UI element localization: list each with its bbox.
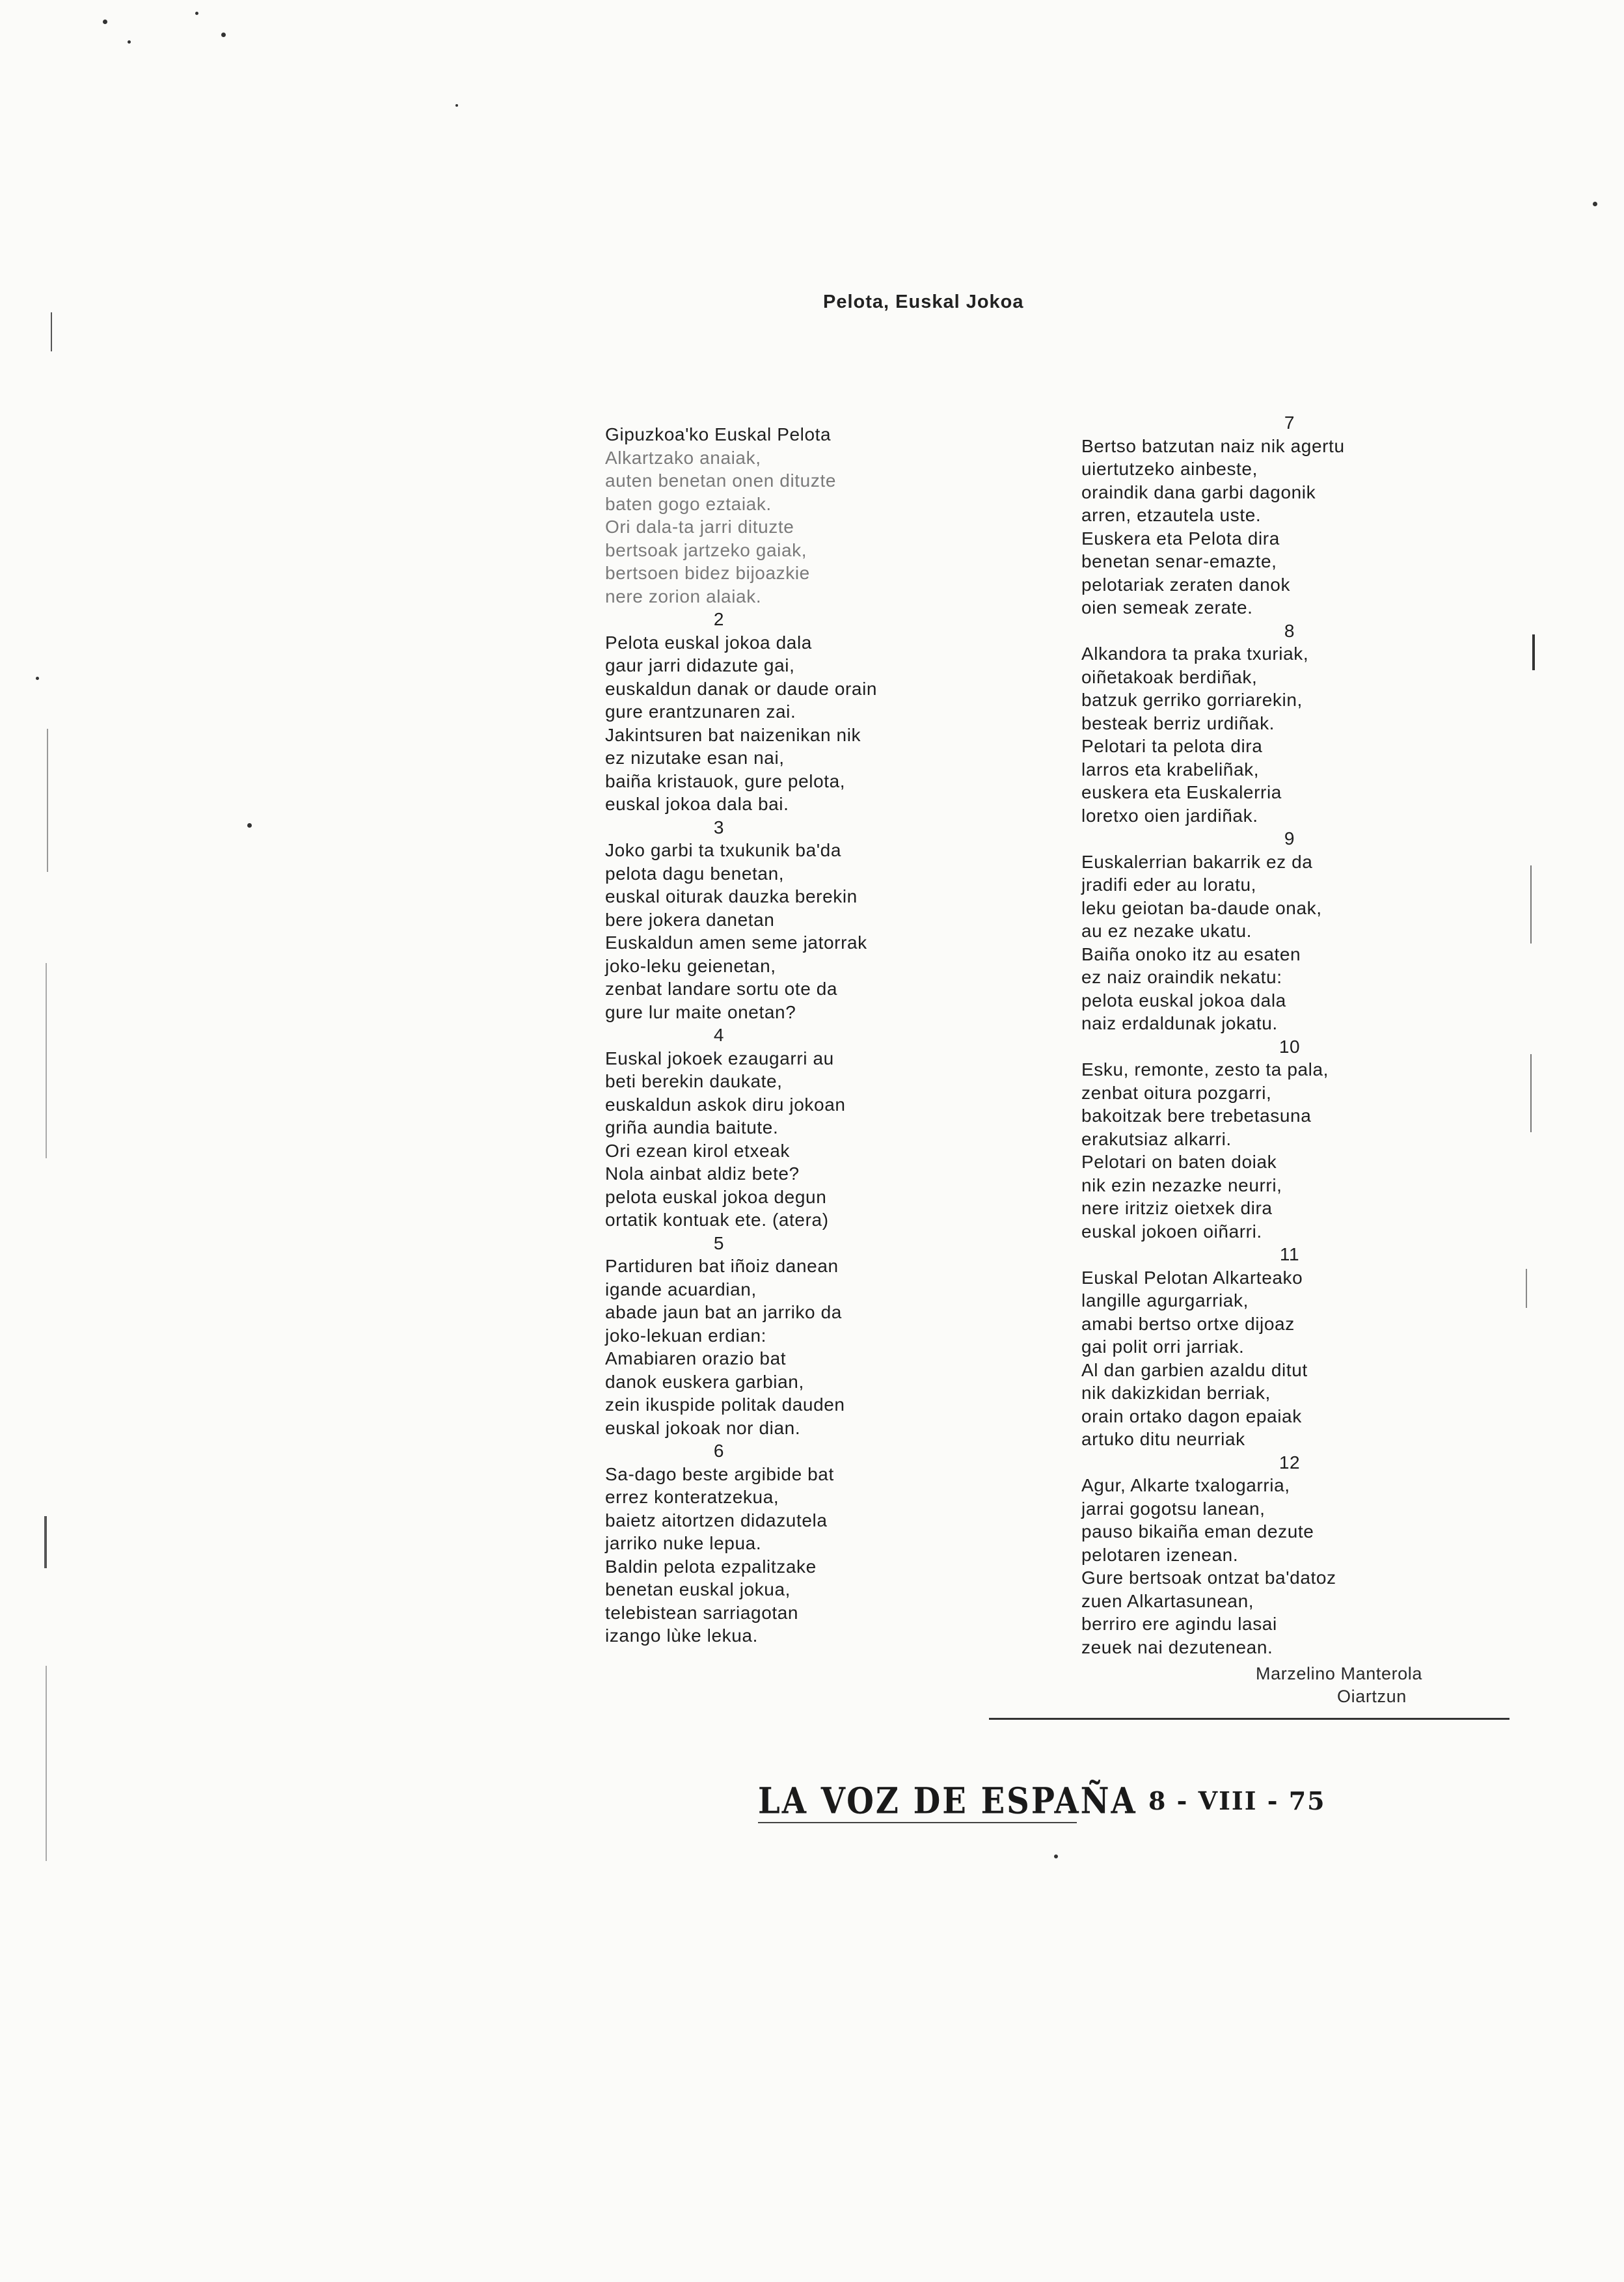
verse-line: izango lùke lekua.	[605, 1625, 758, 1646]
verse-line: joko-leku geienetan,	[605, 955, 776, 976]
verse-line: Sa-dago beste argibide bat	[605, 1463, 834, 1484]
verse-line: jarriko nuke lepua.	[605, 1533, 762, 1553]
verse-line: euskaldun askok diru jokoan	[605, 1094, 846, 1115]
margin-mark	[46, 963, 47, 1158]
scan-speck	[128, 40, 131, 44]
author-town: Oiartzun	[1337, 1687, 1407, 1706]
verse-line: pelota dagu benetan,	[605, 863, 785, 884]
verse-line: berriro ere agindu lasai	[1081, 1614, 1277, 1634]
verse-line: telebistean sarriagotan	[605, 1602, 799, 1623]
margin-mark	[1532, 634, 1535, 670]
verse-line: Baldin pelota ezpalitzake	[605, 1556, 817, 1577]
author-name: Marzelino Manterola	[1256, 1664, 1423, 1683]
stanza-number: 12	[1279, 1452, 1301, 1473]
margin-mark	[44, 1516, 47, 1568]
verse-line: larros eta krabeliñak,	[1081, 759, 1260, 780]
verse-line: baietz aitortzen didazutela	[605, 1510, 828, 1530]
verse-line: Pelotari ta pelota dira	[1081, 736, 1263, 756]
margin-mark	[1526, 1269, 1527, 1308]
verse-line: Al dan garbien azaldu ditut	[1081, 1359, 1308, 1380]
verse-line: euskal oiturak dauzka berekin	[605, 886, 858, 906]
verse-line: pauso bikaiña eman dezute	[1081, 1521, 1314, 1542]
stanza-number: 9	[1284, 828, 1295, 849]
verse-line: oien semeak zerate.	[1081, 597, 1253, 618]
verse-line: Joko garbi ta txukunik ba'da	[605, 840, 842, 860]
verse-line: nik dakizkidan berriak,	[1081, 1383, 1271, 1403]
verse-line: ez nizutake esan nai,	[605, 748, 785, 768]
verse-line: ez naiz oraindik nekatu:	[1081, 967, 1282, 987]
stanza-number: 10	[1279, 1036, 1301, 1057]
stanza-number: 8	[1284, 620, 1295, 641]
verse-line: euskal jokoa dala bai.	[605, 794, 789, 814]
verse-line: zuen Alkartasunean,	[1081, 1590, 1254, 1611]
verse-line: joko-lekuan erdian:	[605, 1325, 766, 1346]
stanza-number: 7	[1284, 413, 1295, 433]
left-verse-column	[605, 423, 969, 1648]
publication-date: 8 - VIII - 75	[1148, 1786, 1326, 1815]
stanza-number: 5	[713, 1232, 725, 1253]
verse-line: zenbat oitura pozgarri,	[1081, 1082, 1272, 1103]
stanza-number: 4	[713, 1025, 725, 1045]
verse-line: oraindik dana garbi dagonik	[1081, 482, 1316, 502]
verse-line: batzuk gerriko gorriarekin,	[1081, 690, 1303, 710]
scan-speck	[103, 20, 107, 24]
masthead-underline	[758, 1822, 1077, 1823]
margin-mark	[47, 729, 48, 872]
stanza-number: 6	[713, 1441, 725, 1461]
verse-line: oiñetakoak berdiñak,	[1081, 666, 1258, 687]
verse-line: Partiduren bat iñoiz danean	[605, 1256, 839, 1276]
verse-line: pelotaren izenean.	[1081, 1544, 1239, 1565]
stanza	[1081, 827, 1485, 1035]
verse-line: Jakintsuren bat naizenikan nik	[605, 724, 861, 745]
stanza-number: 3	[713, 817, 725, 837]
margin-mark	[46, 1666, 47, 1861]
verse-line: Agur, Alkarte txalogarria,	[1081, 1475, 1290, 1495]
signature-block	[1256, 1663, 1422, 1708]
margin-mark	[51, 312, 52, 351]
verse-line: benetan euskal jokua,	[605, 1579, 791, 1599]
verse-line: pelotariak zeraten danok	[1081, 574, 1291, 595]
verse-line: baten gogo eztaiak.	[605, 493, 772, 514]
verse-line: naiz erdaldunak jokatu.	[1081, 1013, 1278, 1033]
verse-line: abade jaun bat an jarriko da	[605, 1302, 842, 1322]
newspaper-masthead: LA VOZ DE ESPAÑA	[758, 1780, 1137, 1823]
verse-line: beti berekin daukate,	[605, 1071, 783, 1091]
verse-line: benetan senar-emazte,	[1081, 551, 1277, 571]
stanza	[605, 1232, 969, 1440]
verse-line: nere iritziz oietxek dira	[1081, 1198, 1273, 1218]
stanza	[1081, 411, 1485, 619]
verse-line: jradifi eder au loratu,	[1081, 875, 1257, 895]
verse-line: uiertutzeko ainbeste,	[1081, 459, 1258, 479]
stanza	[605, 816, 969, 1024]
verse-line: Alkartzako anaiak,	[605, 447, 761, 468]
verse-line: zein ikuspide politak dauden	[605, 1394, 845, 1415]
verse-line: artuko ditu neurriak	[1081, 1429, 1245, 1449]
article-title: Pelota, Euskal Jokoa	[823, 292, 1024, 312]
verse-line: Alkandora ta praka txuriak,	[1081, 644, 1309, 664]
stanza	[1081, 1243, 1485, 1451]
verse-line: Baiña onoko itz au esaten	[1081, 944, 1301, 964]
scan-speck	[1054, 1854, 1058, 1858]
verse-line: bakoitzak bere trebetasuna	[1081, 1106, 1312, 1126]
verse-line: euskal jokoen oiñarri.	[1081, 1221, 1262, 1242]
verse-line: Bertso batzutan naiz nik agertu	[1081, 435, 1345, 456]
verse-line: Pelota euskal jokoa dala	[605, 632, 812, 653]
verse-line: zenbat landare sortu ote da	[605, 979, 838, 999]
verse-line: Ori ezean kirol etxeak	[605, 1140, 790, 1161]
verse-line: ortatik kontuak ete. (atera)	[605, 1210, 829, 1230]
verse-line: Esku, remonte, zesto ta pala,	[1081, 1059, 1329, 1080]
verse-line: arren, etzautela uste.	[1081, 505, 1262, 525]
scan-speck	[455, 104, 458, 107]
stanza	[1081, 1451, 1485, 1659]
stanza	[605, 423, 969, 608]
verse-line: pelota euskal jokoa dala	[1081, 990, 1286, 1011]
verse-line: zeuek nai dezutenean.	[1081, 1637, 1273, 1657]
scan-speck	[36, 677, 39, 680]
verse-line: Gipuzkoa'ko Euskal Pelota	[605, 424, 832, 444]
verse-line: jarrai gogotsu lanean,	[1081, 1498, 1265, 1519]
verse-line: Euskera eta Pelota dira	[1081, 528, 1280, 549]
stanza	[605, 1024, 969, 1232]
verse-line: Amabiaren orazio bat	[605, 1348, 787, 1368]
verse-line: amabi bertso ortxe dijoaz	[1081, 1313, 1295, 1334]
verse-line: orain ortako dagon epaiak	[1081, 1406, 1302, 1426]
stanza-number: 2	[713, 609, 725, 629]
scan-speck	[1593, 202, 1597, 206]
verse-line: gure lur maite onetan?	[605, 1001, 796, 1022]
verse-line: danok euskera garbian,	[605, 1371, 804, 1392]
verse-line: Euskalerrian bakarrik ez da	[1081, 851, 1313, 872]
verse-line: errez konteratzekua,	[605, 1487, 779, 1507]
verse-line: Gure bertsoak ontzat ba'datoz	[1081, 1568, 1336, 1588]
verse-line: pelota euskal jokoa degun	[605, 1186, 827, 1207]
verse-line: euskera eta Euskalerria	[1081, 782, 1282, 802]
verse-line: euskal jokoak nor dian.	[605, 1417, 801, 1438]
verse-line: Ori dala-ta jarri dituzte	[605, 517, 794, 537]
verse-line: Euskaldun amen seme jatorrak	[605, 932, 867, 953]
scan-speck	[221, 33, 226, 37]
verse-line: gai polit orri jarriak.	[1081, 1337, 1245, 1357]
verse-line: igande acuardian,	[605, 1279, 757, 1299]
stanza-number: 11	[1279, 1244, 1300, 1264]
verse-line: Pelotari on baten doiak	[1081, 1152, 1277, 1172]
verse-line: nere zorion alaiak.	[605, 586, 762, 606]
verse-line: bertsoen bidez bijoazkie	[605, 563, 810, 583]
verse-line: griña aundia baitute.	[605, 1117, 779, 1137]
margin-mark	[1530, 1054, 1532, 1132]
margin-mark	[1530, 865, 1532, 944]
verse-line: Nola ainbat aldiz bete?	[605, 1163, 800, 1184]
scan-speck	[247, 823, 252, 828]
stanza	[1081, 1035, 1485, 1243]
verse-line: gaur jarri didazute gai,	[605, 655, 795, 675]
verse-line: bere jokera danetan	[605, 909, 775, 930]
verse-line: nik ezin nezazke neurri,	[1081, 1175, 1282, 1195]
verse-line: leku geiotan ba-daude onak,	[1081, 897, 1322, 918]
verse-line: bertsoak jartzeko gaiak,	[605, 539, 807, 560]
verse-line: Euskal jokoek ezaugarri au	[605, 1048, 834, 1068]
stanza	[1081, 619, 1485, 828]
verse-line: Euskal Pelotan Alkarteako	[1081, 1267, 1303, 1288]
closing-rule	[989, 1718, 1509, 1720]
stanza	[605, 608, 969, 816]
verse-line: loretxo oien jardiñak.	[1081, 805, 1258, 826]
verse-line: gure erantzunaren zai.	[605, 701, 796, 722]
stanza	[605, 1439, 969, 1648]
verse-line: besteak berriz urdiñak.	[1081, 713, 1275, 733]
verse-line: langille agurgarriak,	[1081, 1290, 1249, 1311]
verse-line: au ez nezake ukatu.	[1081, 921, 1252, 941]
scan-speck	[195, 12, 198, 15]
verse-line: erakutsiaz alkarri.	[1081, 1128, 1232, 1149]
verse-line: baiña kristauok, gure pelota,	[605, 770, 846, 791]
verse-line: euskaldun danak or daude orain	[605, 678, 878, 699]
verse-line: auten benetan onen dituzte	[605, 470, 837, 491]
right-verse-column	[1081, 411, 1485, 1659]
